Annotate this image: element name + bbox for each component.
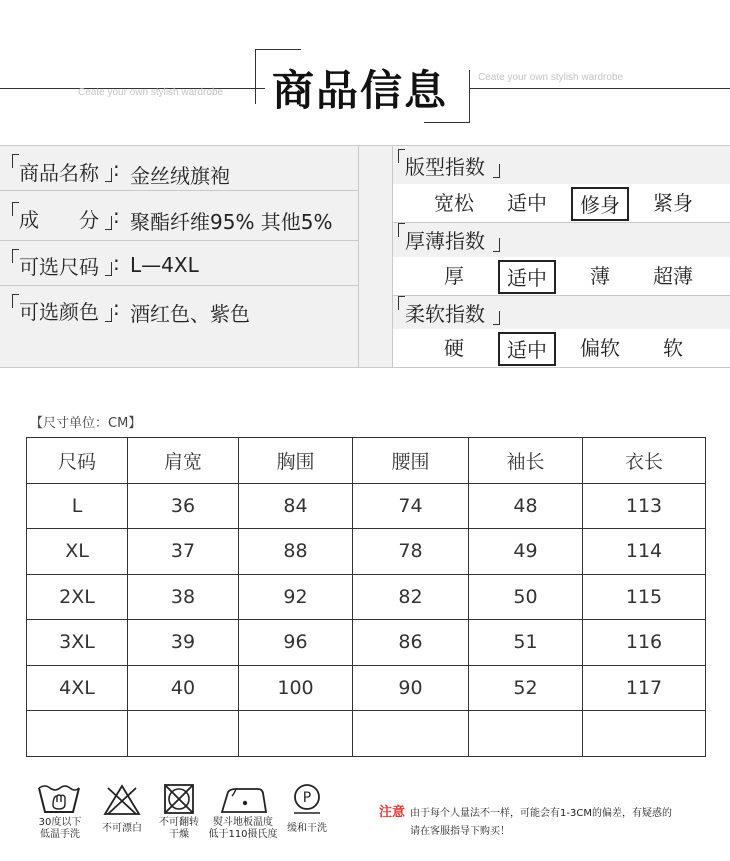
table-cell: 92 [239, 574, 353, 620]
label-corner-icon [105, 168, 112, 182]
table-cell [583, 711, 706, 757]
table-cell: 113 [583, 483, 706, 529]
care-label-line: 低温手洗 [40, 829, 80, 840]
page-title: 商品信息 [272, 66, 449, 115]
info-value: L—4XL [130, 253, 199, 277]
care-label-line: 干燥 [169, 829, 189, 840]
table-cell: 100 [239, 665, 353, 711]
care-label-line: 不可翻转 [159, 817, 199, 828]
table-cell [128, 711, 239, 757]
label-corner-icon [105, 216, 112, 230]
option-thick: 厚 [444, 264, 464, 288]
header-cell: 肩宽 [128, 438, 239, 484]
label-corner-icon [398, 223, 405, 237]
care-label-line: 不可漂白 [102, 823, 142, 834]
info-label: 成 分 [19, 208, 99, 232]
table-cell [469, 711, 583, 757]
table-row [27, 574, 706, 620]
table-cell [27, 711, 128, 757]
label-corner-icon [493, 311, 500, 325]
care-label [279, 823, 335, 835]
table-cell: 3XL [27, 620, 128, 666]
colon: : [113, 157, 120, 181]
care-label-line: 熨斗地板温度 [213, 817, 273, 828]
table-cell: 74 [353, 483, 469, 529]
note-line-1: 由于每个人量法不一样，可能会有1-3CM的偏差，有疑惑的 [410, 808, 672, 819]
table-cell: 48 [469, 483, 583, 529]
size-table [26, 437, 706, 757]
iron-low-temp-icon [218, 786, 270, 816]
no-bleach-icon [102, 783, 142, 817]
dry-clean-p-icon [290, 782, 324, 816]
info-value: 金丝绒旗袍 [130, 164, 230, 188]
slogan-left: Ceate your own stylish wardrobe [78, 87, 224, 98]
svg-text:P: P [302, 790, 312, 806]
option-tight: 紧身 [653, 191, 693, 215]
table-cell: 96 [239, 620, 353, 666]
index-divider [393, 295, 730, 296]
table-cell: 4XL [27, 665, 128, 711]
table-cell: 90 [353, 665, 469, 711]
header-cell: 尺码 [27, 438, 128, 484]
label-corner-icon [12, 249, 19, 263]
label-corner-icon [12, 202, 19, 216]
option-medium-selected: 适中 [498, 260, 556, 294]
info-row-divider-3 [0, 285, 358, 286]
care-label [94, 823, 150, 835]
care-label-line: 缓和干洗 [287, 823, 327, 834]
colon: : [113, 204, 120, 228]
option-medium-selected: 适中 [498, 332, 556, 366]
info-right-border-left [358, 145, 359, 368]
index-label: 柔软指数 [405, 302, 485, 326]
label-corner-icon [493, 238, 500, 252]
note-title: 注意 [379, 805, 406, 820]
label-corner-icon [398, 296, 405, 310]
option-thin: 薄 [590, 264, 610, 288]
care-label-line: 30度以下 [38, 817, 82, 828]
table-cell: 37 [128, 529, 239, 575]
label-corner-icon [493, 164, 500, 178]
table-row-empty [27, 711, 706, 757]
header-cell: 胸围 [239, 438, 353, 484]
care-label [205, 817, 281, 841]
option-loose: 宽松 [434, 191, 474, 215]
care-label-line: 低于110摄氏度 [208, 829, 278, 840]
table-cell: 117 [583, 665, 706, 711]
label-corner-icon [12, 154, 19, 168]
table-cell: 115 [583, 574, 706, 620]
info-label: 可选尺码 [19, 255, 99, 279]
info-label: 可选颜色 [19, 300, 99, 324]
table-cell: 38 [128, 574, 239, 620]
note-line-2: 请在客服指导下购买！ [410, 826, 510, 837]
option-slim-selected: 修身 [571, 187, 629, 221]
label-corner-icon [398, 149, 405, 163]
header-cell: 袖长 [469, 438, 583, 484]
table-cell: 78 [353, 529, 469, 575]
index-options [393, 184, 730, 222]
header-rule-right [470, 88, 730, 89]
table-cell: 114 [583, 529, 706, 575]
option-ultra-thin: 超薄 [653, 264, 693, 288]
option-hard: 硬 [444, 336, 464, 360]
table-cell: 88 [239, 529, 353, 575]
table-cell: 116 [583, 620, 706, 666]
table-row [27, 620, 706, 666]
index-options [393, 257, 730, 295]
wash-30-hand-icon [36, 782, 82, 816]
label-corner-icon [105, 308, 112, 322]
table-cell: 52 [469, 665, 583, 711]
table-cell: XL [27, 529, 128, 575]
info-bottom-border [0, 367, 730, 368]
table-cell: 39 [128, 620, 239, 666]
option-soft: 软 [663, 336, 683, 360]
option-medium: 适中 [507, 191, 547, 215]
table-cell: 50 [469, 574, 583, 620]
table-cell: 40 [128, 665, 239, 711]
info-label: 商品名称 [19, 161, 99, 185]
label-corner-icon [12, 294, 19, 308]
table-row [27, 483, 706, 529]
index-divider [393, 222, 730, 223]
table-cell: 82 [353, 574, 469, 620]
table-cell: 49 [469, 529, 583, 575]
colon: : [113, 251, 120, 275]
table-cell [239, 711, 353, 757]
index-label: 版型指数 [405, 155, 485, 179]
info-value: 聚酯纤维95% 其他5% [130, 210, 333, 234]
no-tumble-dry-icon [162, 782, 196, 816]
index-options [393, 329, 730, 367]
care-label [151, 817, 207, 841]
table-cell: 2XL [27, 574, 128, 620]
care-label [32, 817, 88, 841]
header-cell: 腰围 [353, 438, 469, 484]
table-cell: 86 [353, 620, 469, 666]
info-row-divider-2 [0, 240, 358, 241]
header-cell: 衣长 [583, 438, 706, 484]
table-row [27, 665, 706, 711]
table-header-row [27, 438, 706, 484]
table-cell: 84 [239, 483, 353, 529]
info-top-border [0, 145, 730, 146]
table-cell: L [27, 483, 128, 529]
table-row [27, 529, 706, 575]
index-label: 厚薄指数 [405, 229, 485, 253]
table-cell: 36 [128, 483, 239, 529]
option-slightly-soft: 偏软 [580, 336, 620, 360]
colon: : [113, 296, 120, 320]
size-unit-note: 【尺寸单位：CM】 [30, 416, 142, 431]
slogan-right: Ceate your own stylish wardrobe [478, 72, 624, 83]
info-row-divider-1 [0, 190, 358, 191]
label-corner-icon [105, 262, 112, 276]
table-cell [353, 711, 469, 757]
info-value: 酒红色、紫色 [130, 302, 250, 326]
table-cell: 51 [469, 620, 583, 666]
